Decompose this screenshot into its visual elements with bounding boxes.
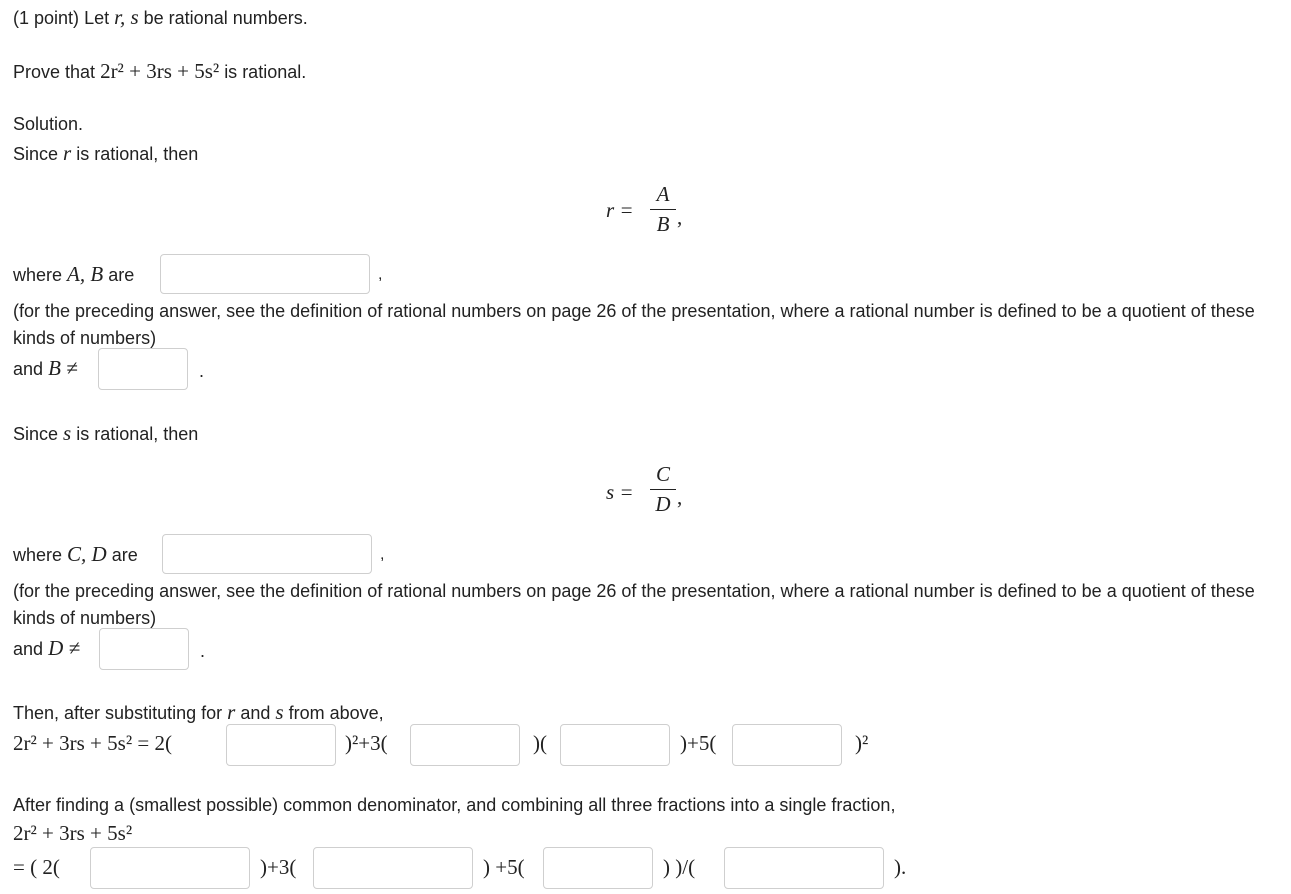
- substitute-then-a: Then, after substituting for: [13, 703, 223, 723]
- prove-statement: [13, 59, 306, 84]
- since-r-a: Since: [13, 144, 59, 164]
- fraction-bar-r: [650, 209, 676, 210]
- combine-plus5: ) +5(: [483, 855, 525, 879]
- substitute-close-sq: )²: [855, 731, 869, 755]
- substitute-input-4[interactable]: [732, 724, 842, 766]
- substitute-close-sq-plus3: )²+3(: [345, 731, 388, 755]
- where-ab-line: [13, 262, 134, 287]
- d-not-equal-symbol: D ≠: [48, 636, 81, 660]
- combine-div: ) )/(: [663, 855, 696, 879]
- prove-prefix: Prove that: [13, 62, 96, 82]
- substitute-lhs: 2r² + 3rs + 5s² = 2(: [13, 731, 172, 755]
- combine-input-2[interactable]: [313, 847, 473, 889]
- let-text: Let: [84, 8, 110, 28]
- b-not-equal-input[interactable]: [98, 348, 188, 390]
- vars-rs: r, s: [114, 5, 139, 29]
- fraction-numerator-c: C: [655, 462, 670, 486]
- substitute-s: s: [275, 700, 284, 724]
- s-equals: s =: [606, 480, 634, 504]
- ab-kind-comma: ,: [378, 266, 383, 283]
- d-period: .: [200, 641, 206, 661]
- combine-eq-open: = ( 2(: [13, 855, 60, 879]
- b-not-equal-line: [13, 356, 78, 381]
- combine-expression: 2r² + 3rs + 5s²: [13, 821, 133, 845]
- b-not-equal-symbol: B ≠: [48, 356, 78, 380]
- combine-input-1[interactable]: [90, 847, 250, 889]
- substitute-r: r: [227, 700, 236, 724]
- where-ab-are: are: [108, 265, 135, 285]
- where-cd-are: are: [111, 545, 138, 565]
- combine-plus3: )+3(: [260, 855, 297, 879]
- fraction-comma-r: ,: [677, 205, 683, 229]
- where-cd-label: where: [13, 545, 63, 565]
- fraction-denominator-b: B: [656, 212, 670, 236]
- since-r-var: r: [63, 141, 72, 165]
- fraction-bar-s: [650, 489, 676, 490]
- points-label: (1 point): [13, 8, 80, 28]
- solution-label: Solution.: [13, 114, 84, 134]
- where-ab-label: where: [13, 265, 63, 285]
- d-not-equal-line: [13, 636, 80, 661]
- be-rational-text: be rational numbers.: [143, 8, 308, 28]
- problem-header: [13, 5, 308, 30]
- fraction-comma-s: ,: [677, 485, 683, 509]
- substitute-then-b: from above,: [288, 703, 384, 723]
- substitute-input-3[interactable]: [560, 724, 670, 766]
- where-ab-vars: A, B: [67, 262, 104, 286]
- substitute-mid-paren: )(: [533, 731, 547, 755]
- since-s-line: [13, 421, 198, 446]
- rational-definition-note-1: (for the preceding answer, see the definition of rational numbers on page 26 of the presentation, where a rational number is defined to be a quotient of these kinds of numbers): [13, 301, 1255, 348]
- combine-end: ).: [894, 855, 907, 879]
- since-s-var: s: [63, 421, 72, 445]
- substitute-plus5: )+5(: [680, 731, 717, 755]
- prove-expression: 2r² + 3rs + 5s²: [100, 59, 220, 83]
- cd-kind-input[interactable]: [162, 534, 372, 574]
- since-r-line: [13, 141, 198, 166]
- combine-text: After finding a (smallest possible) common denominator, and combining all three fractions into a single fraction,: [13, 795, 896, 815]
- substitute-input-2[interactable]: [410, 724, 520, 766]
- d-not-equal-input[interactable]: [99, 628, 189, 670]
- since-s-b: is rational, then: [76, 424, 199, 444]
- rational-definition-note-2: (for the preceding answer, see the definition of rational numbers on page 26 of the presentation, where a rational number is defined to be a quotient of these kinds of numbers): [13, 581, 1255, 628]
- b-period: .: [199, 361, 205, 381]
- r-equals: r =: [606, 198, 634, 222]
- d-and-label: and: [13, 639, 44, 659]
- ab-kind-input[interactable]: [160, 254, 370, 294]
- substitute-and: and: [240, 703, 271, 723]
- where-cd-vars: C, D: [67, 542, 107, 566]
- since-s-a: Since: [13, 424, 59, 444]
- where-cd-line: [13, 542, 138, 567]
- combine-input-3[interactable]: [543, 847, 653, 889]
- prove-suffix: is rational.: [224, 62, 307, 82]
- since-r-b: is rational, then: [76, 144, 199, 164]
- combine-input-4[interactable]: [724, 847, 884, 889]
- cd-kind-comma: ,: [380, 546, 385, 563]
- b-and-label: and: [13, 359, 44, 379]
- substitute-input-1[interactable]: [226, 724, 336, 766]
- fraction-numerator-a: A: [656, 182, 670, 206]
- substitute-intro: [13, 700, 384, 725]
- fraction-denominator-d: D: [655, 492, 671, 516]
